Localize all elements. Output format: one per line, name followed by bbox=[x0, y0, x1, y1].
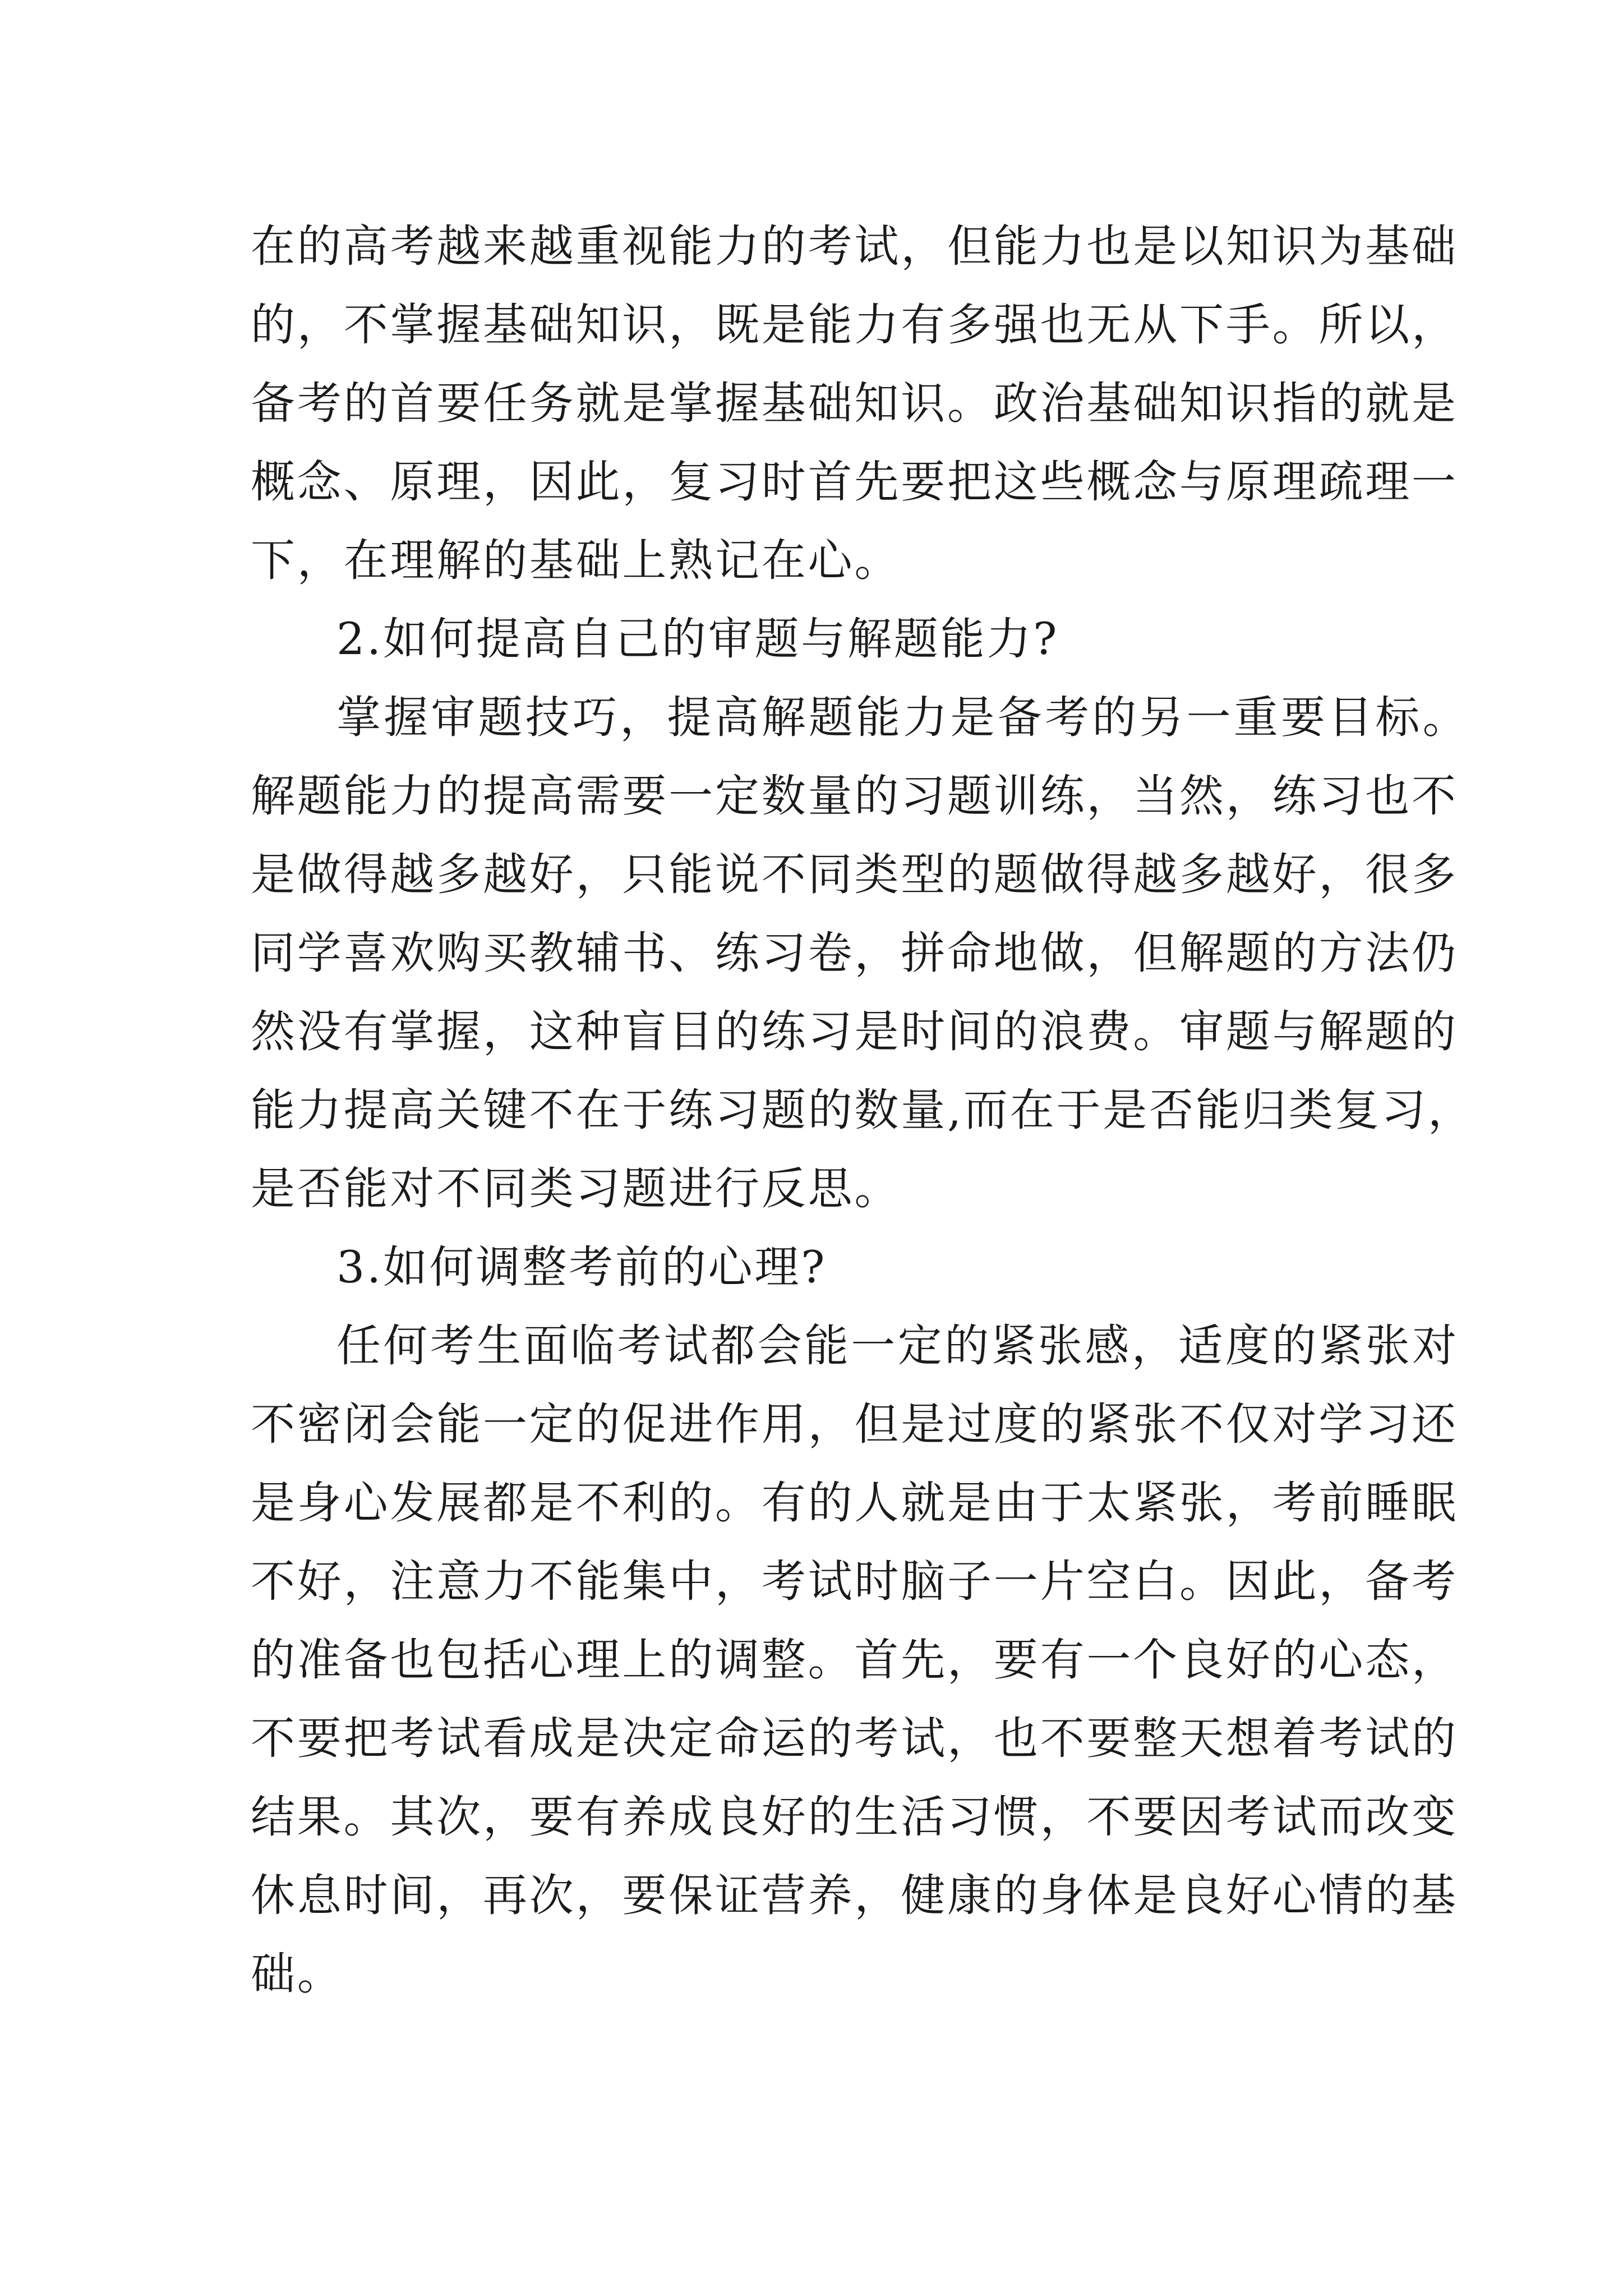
text-line: 是否能对不同类习题进行反思。 bbox=[251, 1163, 901, 1214]
text-line: 然没有掌握，这种盲目的练习是时间的浪费。审题与解题的 bbox=[251, 1006, 1458, 1057]
text-line: 掌握审题技巧，提高解题能力是备考的另一重要目标。 bbox=[336, 692, 1470, 743]
text-line: 任何考生面临考试都会能一定的紧张感，适度的紧张对 bbox=[336, 1320, 1459, 1372]
text-line: 不要把考试看成是决定命运的考试，也不要整天想着考试的 bbox=[251, 1713, 1458, 1764]
text-line: 不好，注意力不能集中，考试时脑子一片空白。因此，备考 bbox=[251, 1556, 1458, 1607]
text-line: 能力提高关键不在于练习题的数量,而在于是否能归类复习， bbox=[251, 1084, 1474, 1136]
text-line: 同学喜欢购买教辅书、练习卷，拼命地做，但解题的方法仍 bbox=[251, 927, 1458, 979]
text-line: 休息时间，再次，要保证营养，健康的身体是良好心情的基 bbox=[251, 1870, 1458, 1921]
text-line: 础。 bbox=[251, 1948, 344, 2000]
text-line: 的，不掌握基础知识，既是能力有多强也无从下手。所以， bbox=[251, 299, 1458, 351]
text-line: 的准备也包括心理上的调整。首先，要有一个良好的心态， bbox=[251, 1634, 1458, 1686]
text-line: 概念、原理，因此，复习时首先要把这些概念与原理疏理一 bbox=[251, 456, 1458, 508]
text-line: 下，在理解的基础上熟记在心。 bbox=[251, 535, 901, 586]
section-heading: 2.如何提高自己的审题与解题能力? bbox=[336, 613, 1059, 665]
text-line: 是身心发展都是不利的。有的人就是由于太紧张，考前睡眠 bbox=[251, 1477, 1458, 1529]
text-line: 备考的首要任务就是掌握基础知识。政治基础知识指的就是 bbox=[251, 378, 1458, 429]
text-line: 不密闭会能一定的促进作用，但是过度的紧张不仅对学习还 bbox=[251, 1398, 1458, 1450]
text-line: 是做得越多越好，只能说不同类型的题做得越多越好，很多 bbox=[251, 849, 1458, 900]
text-line: 结果。其次，要有养成良好的生活习惯，不要因考试而改变 bbox=[251, 1791, 1458, 1843]
section-heading: 3.如何调整考前的心理? bbox=[336, 1241, 827, 1293]
text-line: 解题能力的提高需要一定数量的习题训练，当然，练习也不 bbox=[251, 770, 1458, 822]
text-line: 在的高考越来越重视能力的考试，但能力也是以知识为基础 bbox=[251, 220, 1458, 272]
